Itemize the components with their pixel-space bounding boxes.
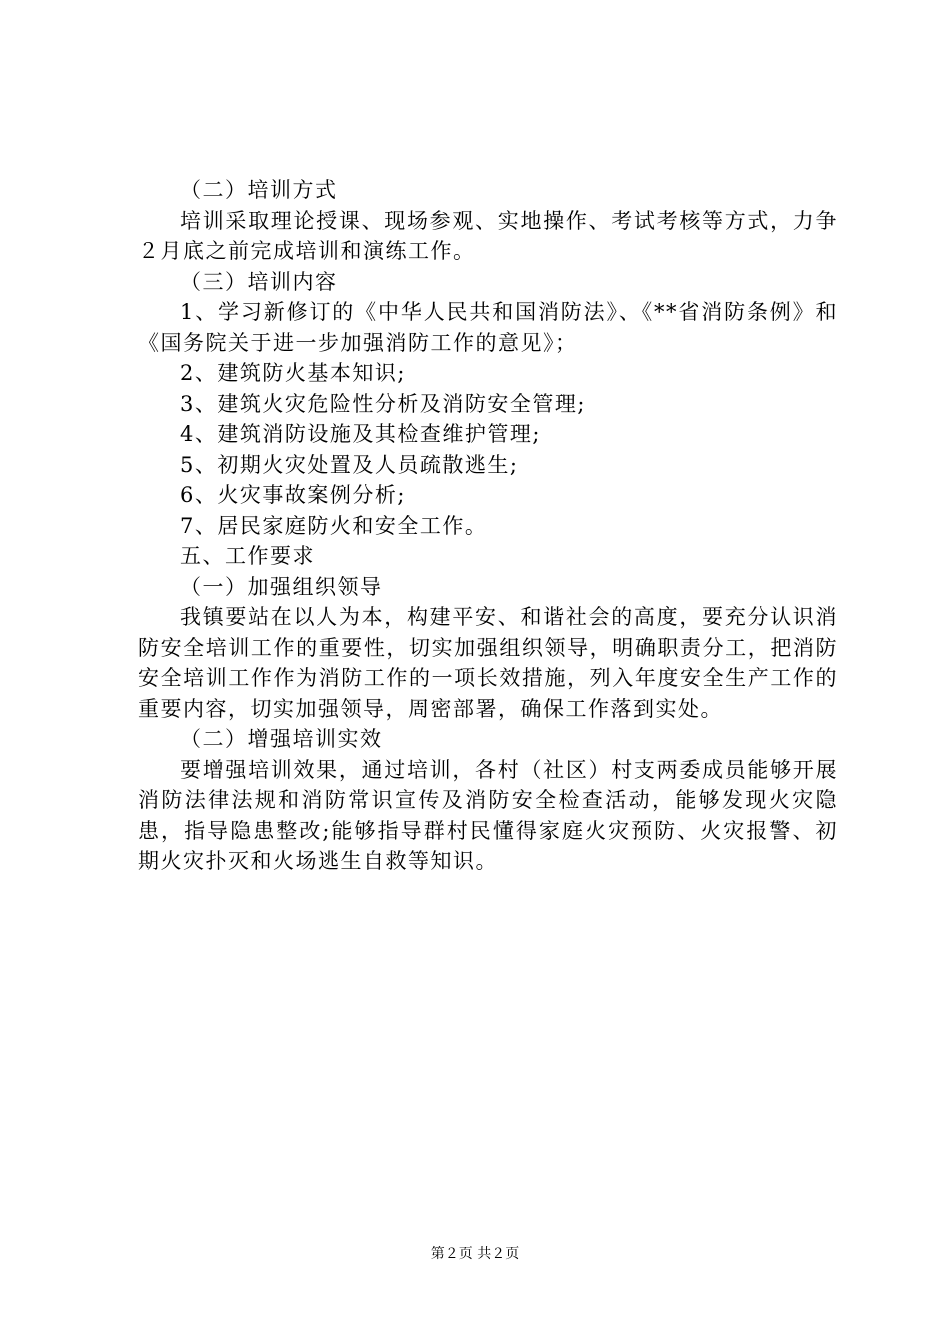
paragraph-training-method: 培训采取理论授课、现场参观、实地操作、考试考核等方式，力争２月底之前完成培训和演练工作。 <box>138 208 838 263</box>
page-number-footer: 第２页 共２页 <box>430 1246 520 1262</box>
section-title-work-requirements: 五、工作要求 <box>180 544 315 568</box>
document-body <box>138 175 838 877</box>
list-item-6: 6、火灾事故案例分析; <box>180 483 406 507</box>
subheading-training-method: （二）培训方式 <box>180 178 338 202</box>
list-item-3: 3、建筑火灾危险性分析及消防安全管理; <box>180 391 586 416</box>
list-item-5: 5、初期火灾处置及人员疏散逃生; <box>180 452 519 477</box>
paragraph-enhance-effectiveness: 要增强培训效果，通过培训，各村（社区）村支两委成员能够开展消防法律法规和消防常识宣传及消防安全检查活动，能够发现火灾隐患，指导隐患整改;能够指导群村民懂得家庭火灾预防、火灾报警、初期火灾扑灭和火场逃生自救等知识。 <box>138 757 838 873</box>
list-item-1: 1、学习新修订的《中华人民共和国消防法》、《**省消防条例》和《国务院关于进一步加强消防工作的意见》； <box>138 300 838 355</box>
subheading-enhance-effectiveness: （二）增强培训实效 <box>180 727 383 751</box>
list-item-2: 2、建筑防火基本知识; <box>180 361 406 385</box>
subheading-strengthen-leadership: （一）加强组织领导 <box>180 574 383 599</box>
list-item-7: 7、居民家庭防火和安全工作。 <box>180 513 488 538</box>
paragraph-strengthen-leadership: 我镇要站在以人为本，构建平安、和谐社会的高度，要充分认识消防安全培训工作的重要性，切实加强组织领导，明确职责分工，把消防安全培训工作作为消防工作的一项长效措施，列入年度安全生产工作的重要内容，切实加强领导，周密部署，确保工作落到实处。 <box>138 605 838 721</box>
list-item-4: 4、建筑消防设施及其检查维护管理; <box>180 422 541 446</box>
subheading-training-content: （三）培训内容 <box>180 269 338 294</box>
